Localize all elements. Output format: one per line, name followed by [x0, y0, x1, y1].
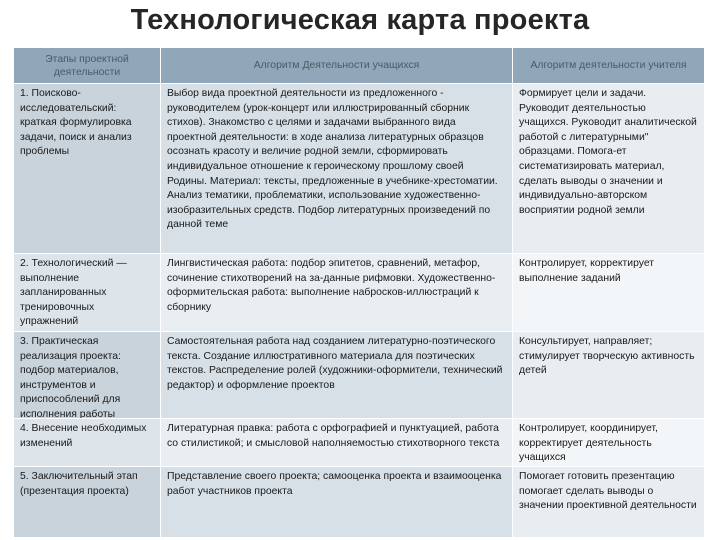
row-4-student: Литературная правка: работа с орфографией и пунктуацией, работа со стилистикой; и смысловой наполняемостью стихотворного текста — [161, 419, 513, 467]
row-1-teacher: Формирует цели и задачи. Руководит деятельностью учащихся. Руководит аналитической работой с литературными" образцами. Помога-ет систематизировать материал, сделать выводы о значении и индивидуально-авторском восприятии родной земли — [513, 84, 704, 254]
row-2-student: Лингвистическая работа: подбор эпитетов, сравнений, метафор, сочинение стихотворений на за-данные рифмовки. Художественно-оформительская работа: выполнение набросков-иллюстраций к сборнику — [161, 254, 513, 332]
row-3-stage: 3. Практическая реализация проекта: подбор материалов, инструментов и приспособлений для исполнения работы — [14, 332, 161, 419]
row-2-teacher: Контролирует, корректирует выполнение заданий — [513, 254, 704, 332]
row-3-teacher: Консультирует, направляет; стимулирует творческую активность детей — [513, 332, 704, 419]
header-teacher-algorithm: Алгоритм деятельности учителя — [513, 48, 704, 84]
header-stages: Этапы проектной деятельности — [14, 48, 161, 84]
row-4-teacher: Контролирует, координирует, корректирует деятельность учащихся — [513, 419, 704, 467]
row-3-student: Самостоятельная работа над созданием литературно-поэтического текста. Создание иллюстративного материала для поэтических текстов. Распределение ролей (художники-оформители, технический редактор) и оформление проектов — [161, 332, 513, 419]
row-5-teacher: Помогает готовить презентацию помогает сделать выводы о значении проективной деятельности — [513, 467, 704, 538]
row-5-student: Представление своего проекта; самооценка проекта и взаимооценка работ участников проекта — [161, 467, 513, 538]
header-student-algorithm: Алгоритм Деятельности учащихся — [161, 48, 513, 84]
row-1-student: Выбор вида проектной деятельности из предложенного - руководителем (урок-концерт или иллюстрированный сборник стихов). Знакомство с целями и задачами выбранного вида проектной деятельности: в ходе анализа литературных образцов осознать красоту и величие родной земли, сформировать индивидуальное отношение к героическому прошлому своей Родины. Материал: тексты, предложенные в учебнике-хрестоматии. Анализ тематики, проблематики, использование художественно-изобразительных средств. Подбор литературных произведений по данной теме — [161, 84, 513, 254]
page-title: Технологическая карта проекта — [130, 4, 590, 36]
row-4-stage: 4. Внесение необходимых изменений — [14, 419, 161, 467]
row-1-stage: 1. Поисково-исследовательский: краткая формулировка задачи, поиск и анализ проблемы — [14, 84, 161, 254]
project-map-table — [14, 48, 704, 538]
row-2-stage: 2. Технологический — выполнение запланированных тренировочных упражнений — [14, 254, 161, 332]
row-5-stage: 5. Заключительный этап (презентация проекта) — [14, 467, 161, 538]
